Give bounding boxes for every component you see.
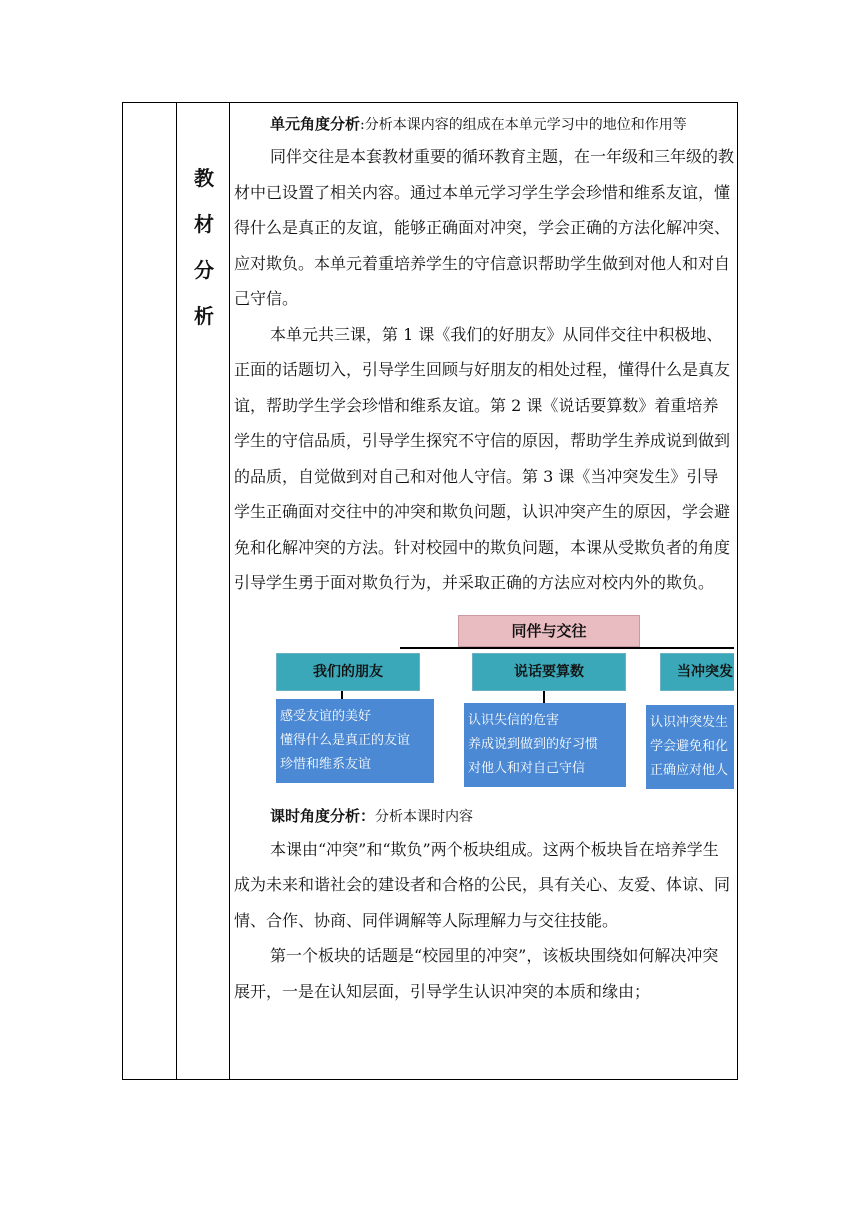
diagram-branch-body [646,705,734,789]
paragraph: 本单元共三课，第 1 课《我们的好朋友》从同伴交往中积极地、正面的话题切入，引导学生回顾与好朋友的相处过程，懂得什么是真友谊，帮助学生学会珍惜和维系友谊。第 2 课《说话要算数》着重培养学生的守信品质，引导学生探究不守信的原因，帮助学生养成说到做到的品质，自觉做到对自己和对他人守信。第 3 课《当冲突发生》引导学生正确面对交往中的冲突和欺负问题，认识冲突产生的原因，学会避免和化解冲突的方法。针对校园中的欺负问题，本课从受欺负者的角度引导学生勇于面对欺负行为，并采取正确的方法应对校内外的欺负。 [234,324,731,592]
diagram-item: 认识失信的危害 [468,712,560,728]
section-label-char: 教 [194,166,214,190]
diagram-item: 珍惜和维系友谊 [280,756,372,772]
paragraph: 本课由“冲突”和“欺负”两个板块组成。这两个板块旨在培养学生成为未来和谐社会的建设者和合格的公民，具有关心、友爱、体谅、同情、合作、协商、同伴调解等人际理解力与交往技能。 [234,839,731,930]
section-label-char: 析 [194,304,214,328]
analysis-content [234,110,734,1078]
diagram-branch-body [464,703,626,787]
lesson-heading [234,801,734,832]
lesson-heading-desc: 分析本课时内容 [375,808,474,825]
diagram-connector [341,691,343,699]
diagram-item: 养成说到做到的好习惯 [468,736,599,752]
diagram-branch-head: 当冲突发 [660,653,734,691]
section-label-char: 材 [194,212,214,236]
unit-heading-desc: :分析本课内容的组成在本单元学习中的地位和作用等 [360,117,687,133]
diagram-item: 对他人和对自己守信 [468,760,586,776]
diagram-root: 同伴与交往 [458,615,640,647]
diagram-item: 正确应对他人 [650,762,729,778]
unit-heading-title: 单元角度分析 [270,115,361,133]
diagram-item: 学会避免和化 [650,738,729,754]
section-label [184,155,224,339]
paragraph: 第一个板块的话题是“校园里的冲突”，该板块围绕如何解决冲突展开，一是在认知层面，引导学生认识冲突的本质和缘由； [234,946,719,1001]
diagram-connector [400,647,734,649]
unit-heading [234,110,734,139]
paragraph: 同伴交往是本套教材重要的循环教育主题，在一年级和三年级的教材中已设置了相关内容。通过本单元学习学生学会珍惜和维系友谊，懂得什么是真正的友谊，能够正确面对冲突，学会正确的方法化解冲突、应对欺负。本单元着重培养学生的守信意识帮助学生做到对他人和对自己守信。 [234,147,734,308]
section-label-char: 分 [194,258,214,282]
lesson-heading-title: 课时角度分析： [270,806,376,825]
diagram-branch-head: 我们的朋友 [276,653,420,691]
table-divider [176,103,177,1079]
diagram-item: 懂得什么是真正的友谊 [280,732,411,748]
diagram-branch-body [276,699,434,783]
unit-structure-diagram [234,611,734,801]
diagram-item: 感受友谊的美好 [280,708,372,724]
diagram-connector [543,691,545,703]
diagram-item: 认识冲突发生 [650,714,729,730]
table-divider [229,103,230,1079]
diagram-branch-head: 说话要算数 [472,653,626,691]
